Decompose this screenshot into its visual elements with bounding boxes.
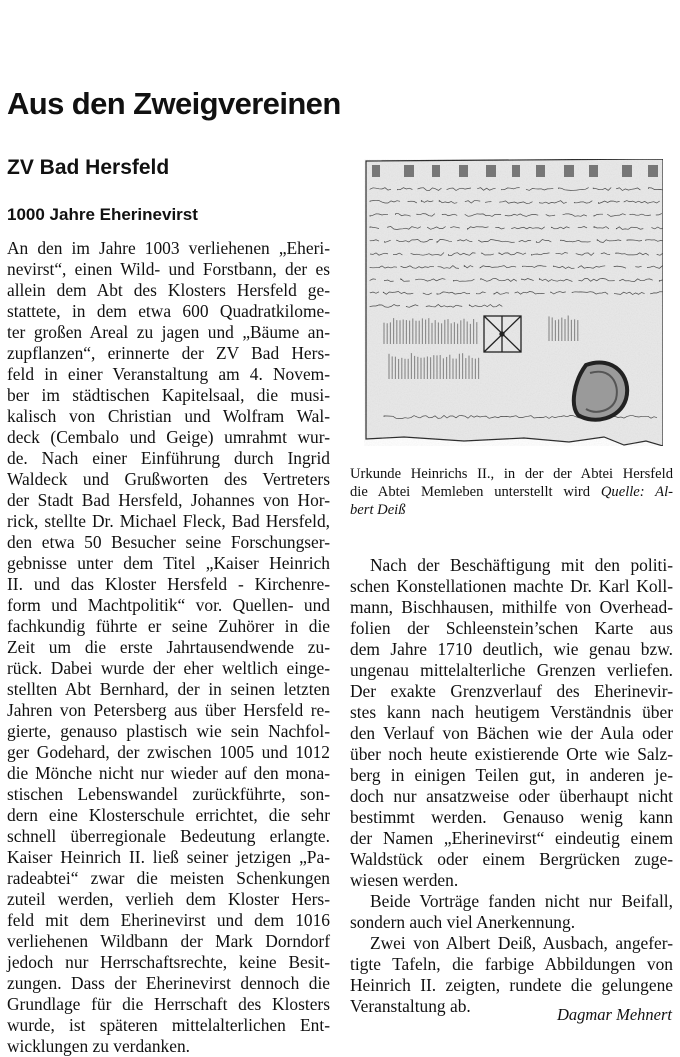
text-line: dern eine Klosterschule errichtet, die sehr [7, 805, 330, 825]
header-letter [512, 165, 520, 177]
text-line: gebnisse unter dem Titel „Kaiser Heinrich [7, 553, 330, 573]
text-line: Jahren von Petersberg aus über Hersfeld re- [7, 700, 330, 720]
caption-source: Quelle: Al- [600, 484, 673, 500]
text-line: zungen. Dass der Eherinevirst dennoch die [7, 973, 330, 993]
text-line: form und Machtpolitik“ vor. Quellen- und [7, 595, 330, 615]
figure-caption [350, 465, 673, 519]
wax-seal [574, 363, 627, 420]
header-letter [372, 165, 380, 177]
text-line: mann, Bischhausen, mithilfe von Overhead- [350, 597, 673, 617]
caption-line: Urkunde Heinrichs II., in der der Abtei Hersfeld [350, 466, 673, 482]
text-line: feld in einer Veranstaltung am 4. Novem- [7, 364, 330, 384]
text-line: deck (Cembalo und Geige) umrahmt wur- [7, 427, 330, 447]
header-letter [432, 165, 440, 177]
paragraph [350, 555, 673, 891]
text-line: berg in einigen Teilen gut, in anderen je- [350, 765, 673, 785]
text-line: doch nur ansatzweise oder überhaupt nicht [350, 786, 673, 806]
author-signature: Dagmar Mehnert [556, 1005, 672, 1024]
caption-line [350, 483, 673, 501]
charter-image [364, 159, 663, 446]
text-line: stattete, in dem etwa 600 Quadratkilome- [7, 301, 330, 321]
text-line: sondern auch viel Anerkennung. [350, 912, 576, 932]
text-line: II. und das Kloster Hersfeld - Kirchenre- [7, 574, 330, 594]
text-line: Nach der Beschäftigung mit den politi- [370, 555, 673, 575]
text-line: radeabtei“ zwar die meisten Schenkungen [7, 868, 330, 888]
text-line: gierte, genauso plastisch wie sein Nachfol- [7, 721, 330, 741]
text-line: stellten Abt Bernhard, der in seinen letzten [7, 679, 330, 699]
caption-source-cont: bert Deiß [350, 502, 406, 518]
text-line: den etwa 50 Besucher seine Forschungser- [7, 532, 330, 552]
text-line: verliehenen Wildbann der Mark Dorndorf [7, 931, 330, 951]
text-line: stischen Lebenswandel zurückführte, son- [7, 784, 330, 804]
text-line: ber im städtischen Kapitelsaal, die musi- [7, 385, 330, 405]
text-line: wicklungen zu verdanken. [7, 1036, 191, 1056]
text-line: rück. Dabei wurde der eher weltlich einge- [7, 658, 330, 678]
text-line: zuteil werden, verlieh dem Kloster Hers- [7, 889, 330, 909]
text-line: Waldeck und Grußworten des Vertreters [7, 469, 330, 489]
text-line: ungenau mittelalterliche Grenzen verliefen. [350, 660, 673, 680]
section-title: Aus den Zweigvereinen [7, 86, 341, 121]
text-line: stes kann nach heutigem Verständnis über [350, 702, 673, 722]
header-letter [564, 165, 574, 177]
text-line: Der exakte Grenzverlauf des Eherinevir- [350, 681, 673, 701]
text-line: Heinrich II. zeigten, rundete die gelungene [350, 975, 673, 995]
text-line: An den im Jahre 1003 verliehenen „Eheri- [7, 238, 330, 258]
text-line: der Stadt Bad Hersfeld, Johannes von Hor- [7, 490, 330, 510]
header-letter [589, 165, 598, 177]
text-line: tigte Tafeln, die farbige Abbildungen von [350, 954, 673, 974]
text-line: Grundlage für die Herrschaft des Klosters [7, 994, 330, 1014]
text-line: bestimmt werden. Genauso wenig kann [350, 807, 673, 827]
header-letter [459, 165, 468, 177]
header-letter [648, 165, 658, 177]
text-line: zupflanzen“, erinnerte der ZV Bad Hers- [7, 343, 330, 363]
text-line: über noch heute existierende Orte wie Salz- [350, 744, 673, 764]
right-column-text [350, 555, 673, 1017]
charter-document-image [364, 159, 663, 446]
text-line: feld mit dem Eherinevirst und dem 1016 [7, 910, 330, 930]
text-line: fachkundig führte er seine Zuhörer in die [7, 616, 330, 636]
text-line: Beide Vorträge fanden nicht nur Beifall, [370, 891, 673, 911]
header-letter [404, 165, 414, 177]
article-title: 1000 Jahre Eherinevirst [7, 205, 198, 224]
text-line: jedoch nur Herrschaftsrechte, keine Besit- [7, 952, 330, 972]
branch-title: ZV Bad Hersfeld [7, 156, 170, 179]
text-line: dem Jahre 1710 deutlich, wie genau bzw. [350, 639, 673, 659]
text-line: Waldstück oder einem Bergrücken zuge- [350, 849, 673, 869]
header-letter [622, 165, 632, 177]
text-line: ger Godehard, der zwischen 1005 und 1012 [7, 742, 330, 762]
text-line: schnell überregionale Bedeutung erlangte. [7, 826, 330, 846]
text-line: de. Nach einer Einführung durch Ingrid [7, 448, 330, 468]
text-line: die Mönche nicht nur wieder auf den mona- [7, 763, 330, 783]
caption-text: die Abtei Memleben unterstellt wird [350, 484, 591, 500]
text-line: allein dem Abt des Klosters Hersfeld ge- [7, 280, 330, 300]
caption-line [350, 501, 673, 519]
text-line: kalisch von Christian und Wolfram Wal- [7, 406, 330, 426]
text-line: ter großen Areal zu jagen und „Bäume an- [7, 322, 330, 342]
header-letter [536, 165, 545, 177]
text-line: den Verlauf von Bächen wie der Aula oder [350, 723, 673, 743]
text-line: Zwei von Albert Deiß, Ausbach, angefer- [370, 933, 673, 953]
paragraph [350, 891, 673, 933]
text-line: der Namen „Eherinevirst“ eindeutig einem [350, 828, 673, 848]
text-line: Zeit um die erste Jahrtausendwende zu- [7, 637, 330, 657]
text-line: folien der Schleenstein’schen Karte aus [350, 618, 673, 638]
header-letter [486, 165, 496, 177]
text-line: Veranstaltung ab. [350, 996, 471, 1016]
text-line: wiesen werden. [350, 870, 459, 890]
text-line: Kaiser Heinrich II. ließ seiner jetzigen „Pa- [7, 847, 330, 867]
left-column-text [7, 238, 330, 1057]
text-line: rick, stellte Dr. Michael Fleck, Bad Hersfeld, [7, 511, 330, 531]
text-line: nevirst“, einen Wild- und Forstbann, der es [7, 259, 330, 279]
text-line: schen Konstellationen machte Dr. Karl Koll- [350, 576, 673, 596]
text-line: wurde, ist späteren mittelalterlichen Ent- [7, 1015, 330, 1035]
